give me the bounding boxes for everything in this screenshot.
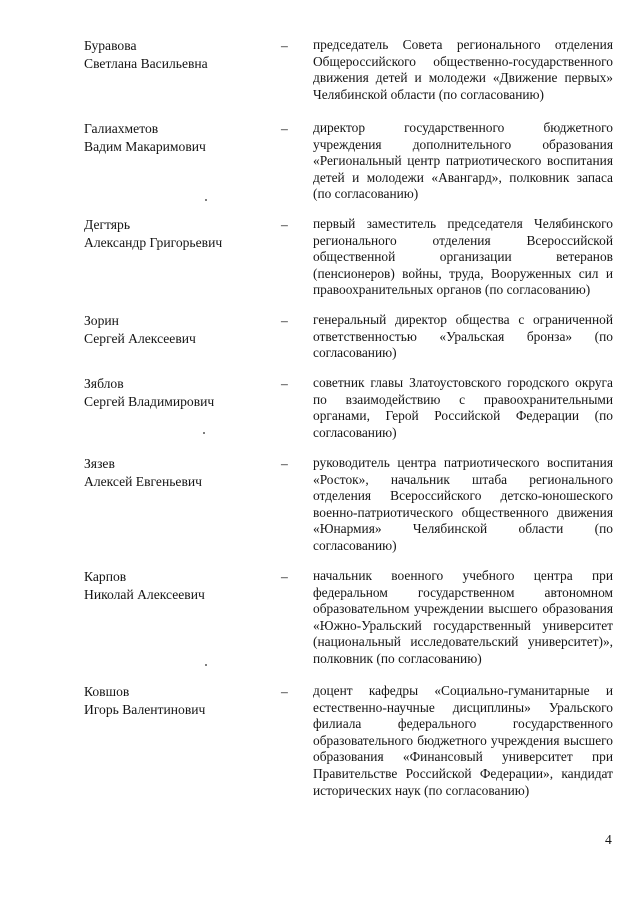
person-position: первый заместитель председателя Челябинского регионального отделения Всероссийской общественной организации ветеранов (пенсионеров) войны, труда, Вооруженных сил и правоохранительных органов (по согласованию)	[313, 216, 613, 298]
scan-speck	[205, 664, 207, 666]
person-name	[84, 568, 274, 604]
dash-separator: –	[281, 313, 288, 328]
person-surname: Буравова	[84, 38, 137, 53]
person-given-names: Игорь Валентинович	[84, 702, 206, 717]
dash-separator: –	[281, 376, 288, 391]
dash-separator: –	[281, 217, 288, 232]
person-position: директор государственного бюджетного учреждения дополнительного образования «Региональный центр патриотического воспитания детей и молодежи «Авангард», полковник запаса (по согласованию)	[313, 120, 613, 202]
person-position: генеральный директор общества с ограниченной ответственностью «Уральская бронза» (по согласованию)	[313, 312, 613, 361]
person-position: советник главы Златоустовского городского округа по взаимодействию с правоохранительными органами, Герой Российской Федерации (по согласованию)	[313, 375, 613, 440]
person-name	[84, 375, 274, 411]
person-surname: Зязев	[84, 456, 115, 471]
person-position: начальник военного учебного центра при федеральном государственном автономном образовательном учреждении высшего образования «Южно-Уральский государственный университет (национальный исследовательский университет)», полковник (по согласованию)	[313, 568, 613, 666]
scan-speck	[205, 199, 207, 201]
person-given-names: Александр Григорьевич	[84, 235, 223, 250]
person-given-names: Сергей Алексеевич	[84, 331, 196, 346]
person-name	[84, 683, 274, 719]
person-name	[84, 216, 274, 252]
person-surname: Зорин	[84, 313, 119, 328]
person-name	[84, 312, 274, 348]
person-given-names: Светлана Васильевна	[84, 56, 208, 71]
dash-separator: –	[281, 569, 288, 584]
person-surname: Карпов	[84, 569, 127, 584]
dash-separator: –	[281, 38, 288, 53]
person-name	[84, 37, 274, 73]
person-given-names: Алексей Евгеньевич	[84, 474, 202, 489]
scan-speck	[203, 432, 205, 434]
person-surname: Зяблов	[84, 376, 124, 391]
page-number: 4	[605, 832, 612, 847]
person-surname: Ковшов	[84, 684, 130, 699]
person-name	[84, 455, 274, 491]
person-surname: Галиахметов	[84, 121, 159, 136]
person-given-names: Сергей Владимирович	[84, 394, 215, 409]
dash-separator: –	[281, 456, 288, 471]
person-position: руководитель центра патриотического воспитания «Росток», начальник штаба регионального отделения Всероссийского детско-юношеского военно-патриотического общественного движения «Юнармия» Челябинской области (по согласованию)	[313, 455, 613, 553]
person-position: доцент кафедры «Социально-гуманитарные и естественно-научные дисциплины» Уральского филиала федерального государственного образовательного бюджетного учреждения высшего образования «Финансовый университет при Правительстве Российской Федерации», кандидат исторических наук (по согласованию)	[313, 683, 613, 798]
person-given-names: Николай Алексеевич	[84, 587, 205, 602]
person-position: председатель Совета регионального отделения Общероссийского общественно-государственного движения детей и молодежи «Движение первых» Челябинской области (по согласованию)	[313, 37, 613, 102]
dash-separator: –	[281, 684, 288, 699]
dash-separator: –	[281, 121, 288, 136]
person-given-names: Вадим Макаримович	[84, 139, 206, 154]
person-surname: Дегтярь	[84, 217, 131, 232]
person-name	[84, 120, 274, 156]
